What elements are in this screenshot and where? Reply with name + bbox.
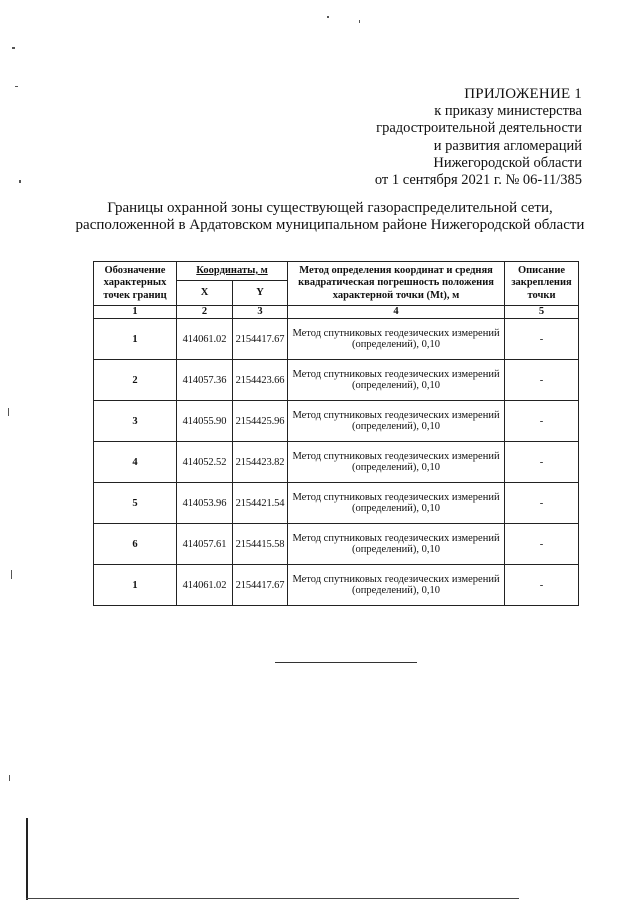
header-coordinates: Координаты, м xyxy=(177,262,288,281)
cell-method: Метод спутниковых геодезических измерений (определений), 0,10 xyxy=(288,565,505,606)
header-y: Y xyxy=(233,281,288,306)
column-number: 1 xyxy=(94,306,177,319)
cell-point: 1 xyxy=(94,319,177,360)
cell-method: Метод спутниковых геодезических измерений (определений), 0,10 xyxy=(288,319,505,360)
cell-fixing: - xyxy=(505,442,579,483)
table-row xyxy=(94,565,579,606)
cell-method: Метод спутниковых геодезических измерений (определений), 0,10 xyxy=(288,442,505,483)
cell-x: 414057.36 xyxy=(177,360,233,401)
title-line-2: расположенной в Ардатовском муниципальном районе Нижегородской области xyxy=(75,217,585,233)
table-row xyxy=(94,360,579,401)
header-fixing: Описание закрепления точки xyxy=(505,262,579,306)
cell-fixing: - xyxy=(505,483,579,524)
cell-fixing: - xyxy=(505,524,579,565)
cell-fixing: - xyxy=(505,319,579,360)
cell-fixing: - xyxy=(505,565,579,606)
cell-y: 2154423.66 xyxy=(233,360,288,401)
cell-x: 414052.52 xyxy=(177,442,233,483)
column-number: 3 xyxy=(233,306,288,319)
column-number: 2 xyxy=(177,306,233,319)
scan-speck xyxy=(327,16,329,18)
cell-point: 2 xyxy=(94,360,177,401)
scan-speck xyxy=(8,408,9,416)
cell-method: Метод спутниковых геодезических измерений (определений), 0,10 xyxy=(288,524,505,565)
cell-x: 414053.96 xyxy=(177,483,233,524)
cell-x: 414055.90 xyxy=(177,401,233,442)
closing-divider xyxy=(275,662,417,663)
header-method: Метод определения координат и средняя квадратическая погрешность положения характерной точки (Mt), м xyxy=(288,262,505,306)
cell-fixing: - xyxy=(505,401,579,442)
cell-method: Метод спутниковых геодезических измерений (определений), 0,10 xyxy=(288,360,505,401)
cell-y: 2154425.96 xyxy=(233,401,288,442)
cell-method: Метод спутниковых геодезических измерений (определений), 0,10 xyxy=(288,401,505,442)
cell-y: 2154417.67 xyxy=(233,319,288,360)
scan-edge xyxy=(26,818,28,900)
scan-speck xyxy=(9,775,10,781)
header-x: X xyxy=(177,281,233,306)
cell-point: 6 xyxy=(94,524,177,565)
table-row xyxy=(94,319,579,360)
column-number: 5 xyxy=(505,306,579,319)
column-number: 4 xyxy=(288,306,505,319)
cell-y: 2154415.58 xyxy=(233,524,288,565)
title-line-1: Границы охранной зоны существующей газораспределительной сети, xyxy=(107,200,553,216)
cell-x: 414057.61 xyxy=(177,524,233,565)
cell-point: 3 xyxy=(94,401,177,442)
appendix-line: Нижегородской области xyxy=(433,154,582,171)
scan-edge xyxy=(26,898,519,899)
cell-y: 2154423.82 xyxy=(233,442,288,483)
scan-speck xyxy=(359,20,360,23)
cell-x: 414061.02 xyxy=(177,319,233,360)
appendix-line: к приказу министерства xyxy=(434,103,582,120)
appendix-header xyxy=(262,86,582,189)
table-row xyxy=(94,442,579,483)
cell-point: 4 xyxy=(94,442,177,483)
cell-method: Метод спутниковых геодезических измерений (определений), 0,10 xyxy=(288,483,505,524)
scan-speck xyxy=(12,47,15,49)
scan-speck xyxy=(19,180,21,183)
scan-speck xyxy=(15,86,18,87)
appendix-line: и развития агломераций xyxy=(433,137,582,154)
table-row xyxy=(94,524,579,565)
cell-point: 5 xyxy=(94,483,177,524)
cell-fixing: - xyxy=(505,360,579,401)
cell-y: 2154417.67 xyxy=(233,565,288,606)
table-row xyxy=(94,483,579,524)
cell-x: 414061.02 xyxy=(177,565,233,606)
appendix-line: от 1 сентября 2021 г. № 06-11/385 xyxy=(374,172,582,189)
cell-point: 1 xyxy=(94,565,177,606)
cell-y: 2154421.54 xyxy=(233,483,288,524)
scan-speck xyxy=(11,570,12,579)
document-title xyxy=(70,200,590,234)
header-point: Обозначение характерных точек границ xyxy=(94,262,177,306)
appendix-line: градостроительной деятельности xyxy=(376,120,582,137)
appendix-heading: ПРИЛОЖЕНИЕ 1 xyxy=(464,86,582,102)
boundary-points-table xyxy=(93,261,579,606)
table-row xyxy=(94,401,579,442)
